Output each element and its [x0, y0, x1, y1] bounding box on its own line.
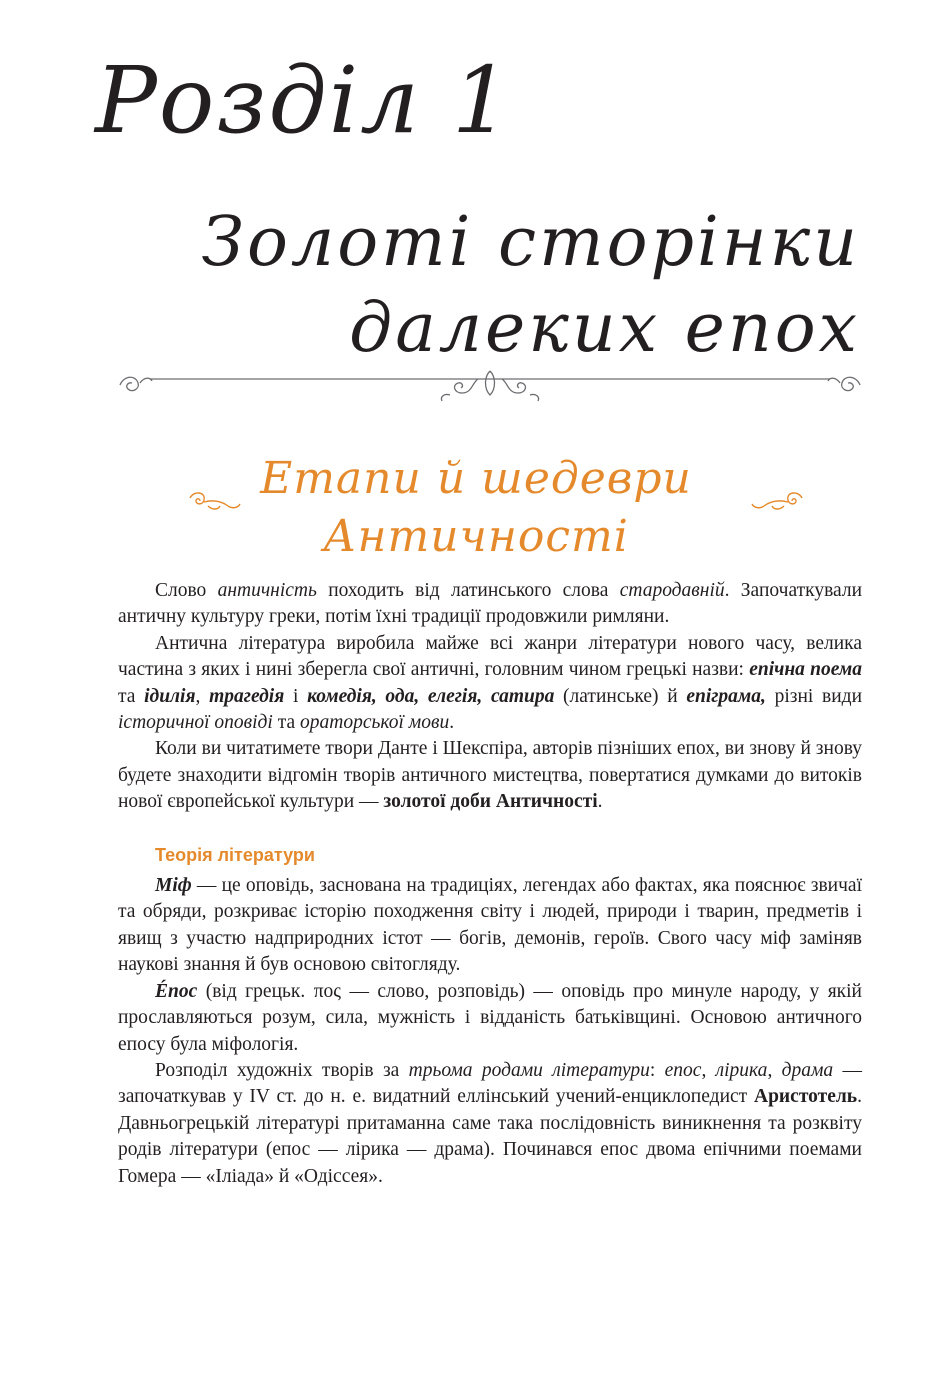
paragraph-dante-shakespeare	[118, 736, 862, 815]
theory-heading: Теорія літератури	[155, 844, 315, 865]
section-title-line-2: Античності	[323, 511, 629, 562]
section-title	[0, 450, 952, 566]
term-epigram: епіграма,	[686, 685, 766, 707]
ornamental-divider	[110, 365, 870, 410]
section-title-line-1: Етапи й шедеври	[260, 453, 692, 504]
text-run: Розподіл художніх творів за	[155, 1059, 409, 1081]
term-lyric: лірика	[715, 1059, 768, 1081]
paragraph-epos-definition	[118, 979, 862, 1058]
divider-right-flourish-icon	[828, 377, 860, 390]
term-antiquity: античність	[217, 580, 317, 601]
paragraph-genres	[118, 631, 862, 737]
text-run: (від грецьк. πος — слово, розповідь) — оповідь про минуле народу, у якій прославляються розум, сила, мужність і відданість батьківщині. Основою античного епосу була міфологія.	[118, 980, 862, 1055]
chapter-title-line-1: Золоті сторінки	[201, 203, 860, 282]
divider-center-flourish-icon	[441, 371, 538, 401]
text-run: походить від латинського слова	[316, 580, 620, 601]
divider-left-flourish-icon	[120, 377, 152, 390]
term-tragedy: трагедія	[209, 685, 285, 707]
chapter-title	[202, 200, 860, 372]
text-run: Слово	[155, 580, 218, 601]
text-run: (латинське) й	[554, 685, 687, 707]
text-run: :	[649, 1059, 665, 1081]
text-run: . Започаткували античну культуру греки, потім їхні традиції продовжили римляни.	[118, 580, 863, 628]
text-run: Антична література виробила майже всі жанри літератури нового часу, велика частина з яких і нині зберегла свої античні, головним чином грецькі назви:	[118, 632, 862, 681]
paragraph-antiquity-word	[118, 578, 862, 631]
text-run: . Давньогрецькій літературі притаманна саме така послідовність виникнення та розквіту родів літератури (епос — лірика — драма). Починався епос двома епічними поемами Гомера — «Іліада» й «Одіссея».	[118, 1086, 862, 1187]
text-run: різні види	[765, 685, 863, 707]
term-comedy-ode-elegy-satire: комедія, ода, елегія, сатира	[307, 685, 555, 707]
term-drama: драма	[781, 1059, 834, 1081]
text-run: ,	[701, 1059, 716, 1081]
term-epos: Éпос	[155, 980, 198, 1002]
term-three-kinds: трьома родами літератури	[408, 1059, 650, 1081]
text-run: ,	[767, 1059, 782, 1081]
paragraph-literary-kinds	[118, 1058, 862, 1190]
text-run: Коли ви читатимете твори Данте і Шекспіра, авторів пізніших епох, ви знову й знову будете знаходити відгомін творів античного мистецтва, повертатися думками до витоків нової європейської культури —	[118, 738, 862, 813]
term-myth: Міф	[155, 875, 192, 897]
text-run: та	[272, 712, 301, 734]
chapter-title-line-2: далеких епох	[349, 289, 860, 368]
chapter-label: Розділ 1	[95, 47, 513, 154]
text-run: — започаткував у IV ст. до н. е. видатний еллінський учений-енциклопедист	[118, 1059, 862, 1108]
text-run: .	[449, 712, 455, 734]
body-text	[118, 578, 862, 1190]
term-epic-poem: епічна поема	[749, 659, 862, 681]
text-run: ,	[195, 685, 210, 707]
text-run: та	[118, 685, 145, 707]
term-aristotle: Аристотель	[754, 1086, 858, 1108]
term-ancient: стародавній	[619, 580, 725, 601]
term-historical-narrative: історичної оповіді	[118, 712, 273, 734]
term-oratory: ораторської мови	[300, 712, 450, 734]
paragraph-myth-definition	[118, 873, 862, 979]
text-run: — це оповідь, заснована на традиціях, легендах або фактах, яка пояснює звичаї та обряди, розкриває історію походження світу і людей, природи і тварин, предметів і явищ з участю надприродних істот — богів, демонів, героїв. Свого часу міф заміняв наукові знання й був основою світогляду.	[118, 875, 862, 976]
text-run: .	[597, 791, 603, 813]
term-idyll: ідилія	[144, 685, 196, 707]
term-golden-age: золотої доби Античності	[383, 791, 598, 813]
text-run: і	[284, 685, 308, 707]
term-epos-kind: епос	[664, 1059, 702, 1081]
